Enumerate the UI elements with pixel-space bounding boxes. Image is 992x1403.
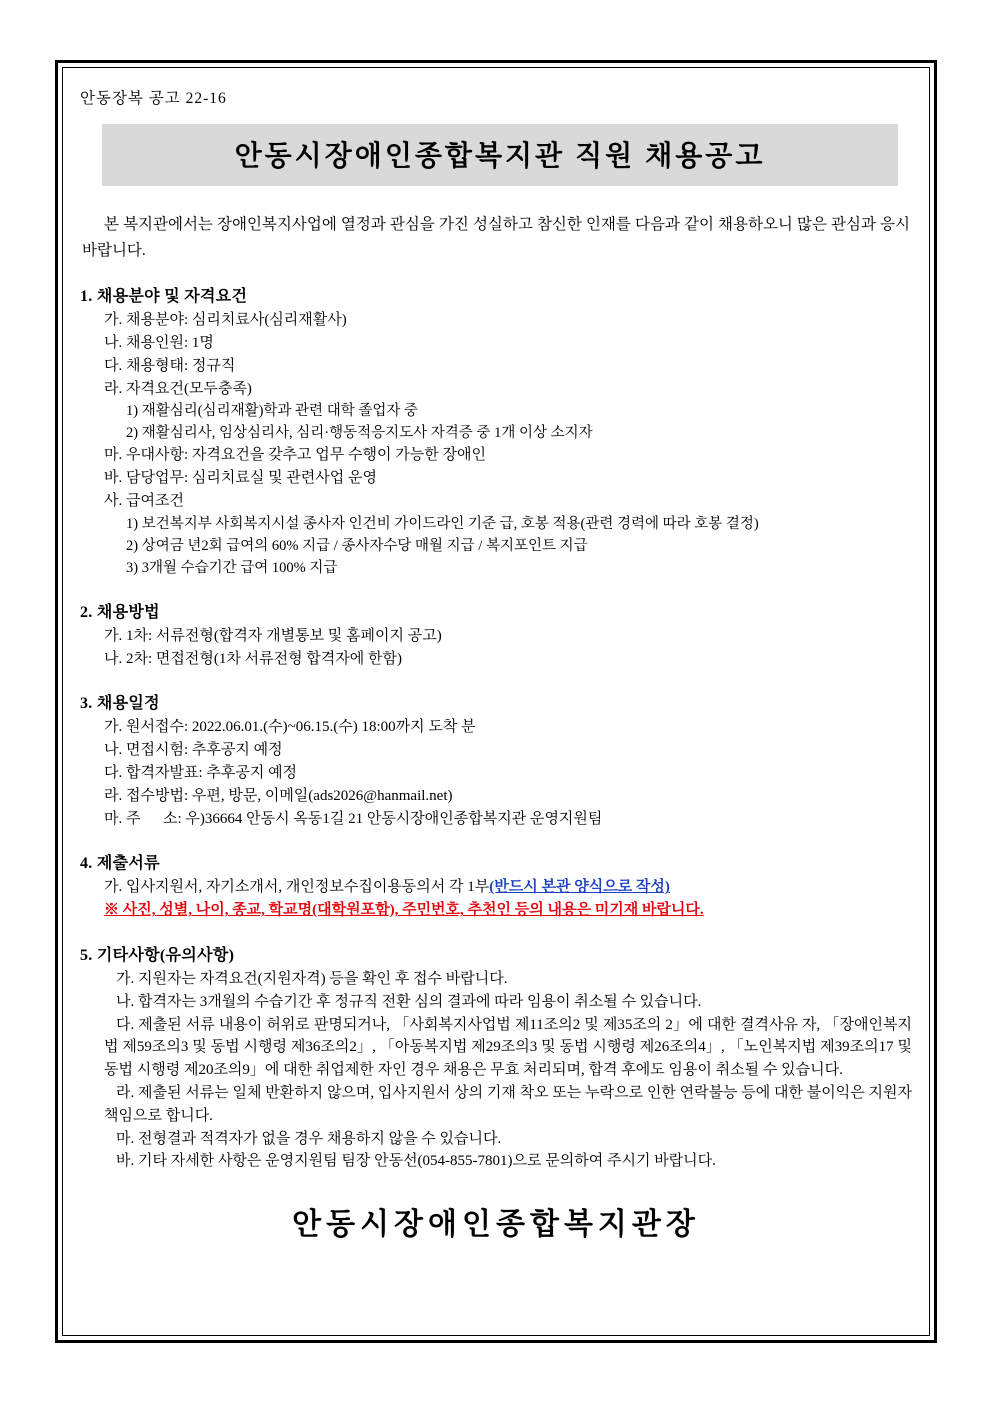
list-item-address: 마. 주 소: 우)36664 안동시 옥동1길 21 안동시장애인종합복지관 운영지원팀 <box>104 810 603 827</box>
document-line-emphasis: (반드시 본관 양식으로 작성) <box>489 879 670 896</box>
list-item: 다. 채용형태: 정규직 <box>104 357 236 374</box>
document-title-bar <box>102 124 898 186</box>
section-documents <box>80 850 912 922</box>
list-item: 사. 급여조건 <box>104 492 184 509</box>
list-item: 가. 지원자는 자격요건(지원자격) 등을 확인 후 접수 바랍니다. <box>116 971 508 988</box>
list-item: 다. 합격자발표: 추후공지 예정 <box>104 765 298 782</box>
section-items-2 <box>104 444 912 512</box>
list-item: 1) 보건복지부 사회복지시설 종사자 인건비 가이드라인 기준 급, 호봉 적용(관련 경력에 따라 호봉 결정) <box>126 515 759 532</box>
list-item: 가. 원서접수: 2022.06.01.(수)~06.15.(수) 18:00까지 도착 분 <box>104 719 476 736</box>
list-item: 라. 제출된 서류는 일체 반환하지 않으며, 입사지원서 상의 기재 착오 또는 누락으로 인한 연락불능 등에 대한 불이익은 지원자 책임으로 합니다. <box>104 1085 912 1124</box>
section-items <box>104 625 912 671</box>
list-item: 라. 자격요건(모두충족) <box>104 380 252 397</box>
list-item: 3) 3개월 수습기간 급여 100% 지급 <box>126 559 338 576</box>
section-heading: 3. 채용일정 <box>80 695 160 713</box>
section-other-notes <box>80 942 912 1173</box>
list-item: 2) 재활심리사, 임상심리사, 심리·행동적응지도사 자격증 중 1개 이상 소지자 <box>126 425 593 442</box>
list-item <box>104 876 912 899</box>
list-item: 나. 채용인원: 1명 <box>104 334 214 351</box>
section-items <box>104 876 912 922</box>
list-item: 바. 담당업무: 심리치료실 및 관련사업 운영 <box>104 470 377 487</box>
list-item-email: 라. 접수방법: 우편, 방문, 이메일(ads2026@hanmail.net) <box>104 787 453 804</box>
page-title: 안동시장애인종합복지관 직원 채용공고 <box>234 141 766 172</box>
warning-notice: ※ 사진, 성별, 나이, 종교, 학교명(대학원포함), 주민번호, 추천인 등의 내용은 미기재 바랍니다. <box>104 902 704 919</box>
document-content <box>80 86 912 1317</box>
notice-number: 안동장복 공고 22-16 <box>80 90 227 107</box>
document-line-text: 가. 입사지원서, 자기소개서, 개인정보수집이용동의서 각 1부 <box>104 879 490 896</box>
list-item: 나. 2차: 면접전형(1차 서류전형 합격자에 한함) <box>104 650 402 667</box>
section-heading: 5. 기타사항(유의사항) <box>80 947 235 965</box>
list-item: 2) 상여금 년2회 급여의 60% 지급 / 종사자수당 매월 지급 / 복지포인트 지급 <box>126 537 588 554</box>
section-recruitment-field <box>80 283 912 579</box>
section-recruitment-method <box>80 599 912 671</box>
list-item-contact: 바. 기타 자세한 사항은 운영지원팀 팀장 안동선(054-855-7801)으로 문의하여 주시기 바랍니다. <box>116 1153 716 1170</box>
section-schedule <box>80 690 912 830</box>
section-heading: 2. 채용방법 <box>80 603 160 621</box>
section-heading: 4. 제출서류 <box>80 855 160 873</box>
section-subitems-2 <box>126 513 912 579</box>
list-item: 1) 재활심리(심리재활)학과 관련 대학 졸업자 중 <box>126 403 418 420</box>
list-item: 가. 채용분야: 심리치료사(심리재활사) <box>104 312 347 329</box>
issuer-name: 안동시장애인종합복지관장 <box>292 1208 700 1242</box>
section-items <box>104 309 912 400</box>
list-item: 나. 합격자는 3개월의 수습기간 후 정규직 전환 심의 결과에 따라 임용이 취소될 수 있습니다. <box>116 993 702 1010</box>
list-item: 가. 1차: 서류전형(합격자 개별통보 및 홈페이지 공고) <box>104 627 442 644</box>
section-items <box>104 716 912 830</box>
list-item: 마. 우대사항: 자격요건을 갖추고 업무 수행이 가능한 장애인 <box>104 447 486 464</box>
section-heading: 1. 채용분야 및 자격요건 <box>80 288 248 306</box>
intro-paragraph: 본 복지관에서는 장애인복지사업에 열정과 관심을 가진 성실하고 참신한 인재를 다음과 같이 채용하오니 많은 관심과 응시 바랍니다. <box>82 216 910 259</box>
list-item: 나. 면접시험: 추후공지 예정 <box>104 742 283 759</box>
list-item: 마. 전형결과 적격자가 없을 경우 채용하지 않을 수 있습니다. <box>116 1130 502 1147</box>
list-item: 다. 제출된 서류 내용이 허위로 판명되거나, 「사회복지사업법 제11조의2 및 제35조의 2」에 대한 결격사유 자, 「장애인복지법 제59조의3 및 동법 시행령 제36조의2」, 「아동복지법 제29조의3 및 동법 시행령 제26조의4」, 「노인복지법 제39조의17 및 동법 시행령 제20조의9」에 대한 취업제한 자인 경우 채용은 무효 처리되며, 합격 후에도 임용이 취소될 수 있습니다. <box>104 1016 912 1079</box>
section-subitems <box>126 400 912 444</box>
section-items <box>104 968 912 1173</box>
